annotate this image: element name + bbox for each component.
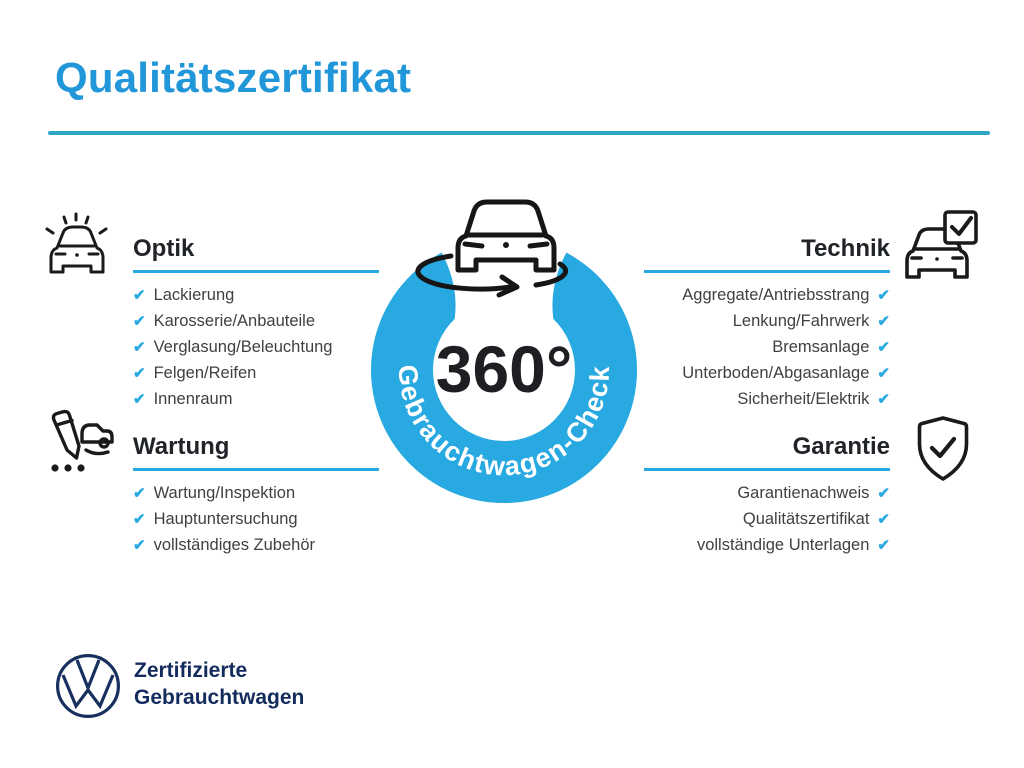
check-icon: ✔ [133, 339, 146, 356]
page-title: Qualitätszertifikat [55, 54, 412, 101]
footer-line1: Zertifizierte [134, 659, 248, 682]
list-item [644, 484, 890, 503]
list-item [133, 484, 379, 503]
item-label: Karosserie/Anbauteile [153, 312, 316, 330]
check-icon: ✔ [877, 313, 890, 330]
list-item [644, 364, 890, 383]
shield-check-icon [914, 415, 972, 483]
item-label: Felgen/Reifen [153, 364, 257, 382]
check-icon: ✔ [133, 287, 146, 304]
list-item [133, 338, 379, 357]
check-icon: ✔ [133, 313, 146, 330]
title-divider [48, 131, 990, 135]
pencil-car-service-icon [42, 408, 116, 478]
list-item [644, 286, 890, 305]
section-technik [644, 235, 890, 409]
list-item [644, 536, 890, 555]
check-icon: ✔ [877, 511, 890, 528]
section-optik [133, 235, 379, 409]
list-item [644, 338, 890, 357]
shine-car-icon [42, 212, 112, 276]
item-label: Qualitätszertifikat [742, 510, 870, 528]
item-label: vollständiges Zubehör [153, 536, 316, 554]
list-item [644, 390, 890, 409]
check-icon: ✔ [877, 537, 890, 554]
section-items [133, 484, 379, 555]
section-title: Garantie [644, 433, 890, 471]
check-icon: ✔ [133, 391, 146, 408]
check-icon: ✔ [877, 485, 890, 502]
list-item [133, 510, 379, 529]
badge-center-label: 360° [435, 332, 573, 406]
item-label: Hauptuntersuchung [153, 510, 298, 528]
check-icon: ✔ [133, 365, 146, 382]
list-item [644, 312, 890, 331]
item-label: Garantienachweis [737, 484, 870, 502]
item-label: Sicherheit/Elektrik [737, 390, 870, 408]
item-label: Verglasung/Beleuchtung [153, 338, 333, 356]
item-label: Aggregate/Antriebsstrang [682, 286, 870, 304]
list-item [133, 536, 379, 555]
check-icon: ✔ [133, 511, 146, 528]
section-items [644, 286, 890, 409]
item-label: vollständige Unterlagen [696, 536, 870, 554]
car-checkbox-icon [901, 209, 981, 281]
check-icon: ✔ [133, 537, 146, 554]
section-wartung [133, 433, 379, 555]
list-item [133, 286, 379, 305]
list-item [133, 312, 379, 331]
item-label: Lenkung/Fahrwerk [732, 312, 870, 330]
list-item [133, 390, 379, 409]
section-title: Wartung [133, 433, 379, 471]
list-item [133, 364, 379, 383]
check-icon: ✔ [877, 365, 890, 382]
section-items [644, 484, 890, 555]
list-item [644, 510, 890, 529]
vw-logo [54, 652, 122, 720]
section-title: Technik [644, 235, 890, 273]
badge-360-gebrauchtwagen-check [363, 190, 645, 512]
item-label: Innenraum [153, 390, 233, 408]
check-icon: ✔ [133, 485, 146, 502]
ring-label: Gebrauchtwagen-Check [392, 363, 616, 482]
section-garantie [644, 433, 890, 555]
footer-brand-text [134, 657, 304, 711]
check-icon: ✔ [877, 391, 890, 408]
section-items [133, 286, 379, 409]
item-label: Wartung/Inspektion [153, 484, 296, 502]
footer-line2: Gebrauchtwagen [134, 686, 305, 709]
item-label: Bremsanlage [772, 338, 870, 356]
check-icon: ✔ [877, 339, 890, 356]
section-title: Optik [133, 235, 379, 273]
item-label: Unterboden/Abgasanlage [682, 364, 870, 382]
item-label: Lackierung [153, 286, 235, 304]
check-icon: ✔ [877, 287, 890, 304]
